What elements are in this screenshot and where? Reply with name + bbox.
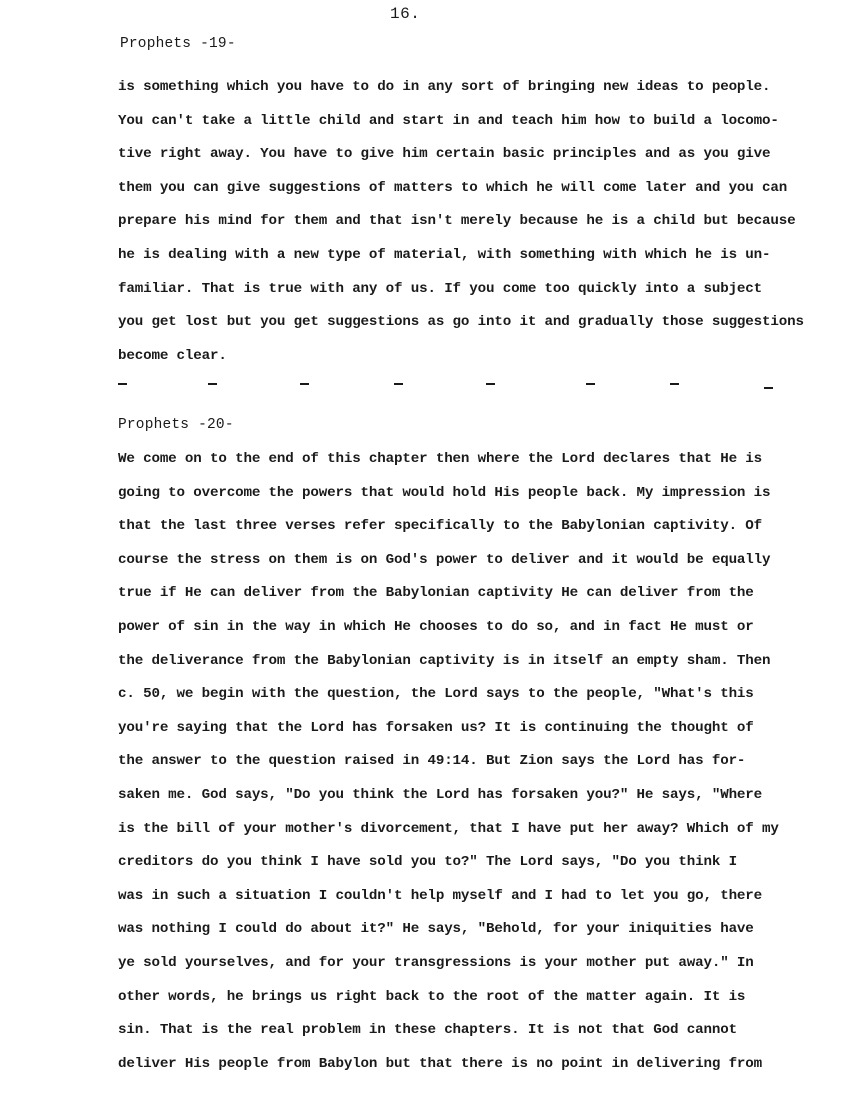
text-line: course the stress on them is on God's power to deliver and it would be equally <box>118 551 771 568</box>
text-line: the deliverance from the Babylonian captivity is in itself an empty sham. Then <box>118 652 771 669</box>
text-line: true if He can deliver from the Babylonian captivity He can deliver from the <box>118 585 754 602</box>
divider-dash <box>486 383 495 385</box>
text-line: We come on to the end of this chapter then where the Lord declares that He is <box>118 451 763 467</box>
text-line: creditors do you think I have sold you to?" The Lord says, "Do you think I <box>118 854 737 871</box>
text-line: deliver His people from Babylon but that there is no point in delivering from <box>118 1055 763 1072</box>
divider-dash <box>586 383 595 385</box>
text-line: you're saying that the Lord has forsaken us? It is continuing the thought of <box>118 719 754 736</box>
text-line: saken me. God says, "Do you think the Lord has forsaken you?" He says, "Where <box>118 786 763 803</box>
text-line: prepare his mind for them and that isn't merely because he is a child but because <box>118 213 796 230</box>
text-line: sin. That is the real problem in these chapters. It is not that God cannot <box>118 1022 737 1039</box>
text-line: was nothing I could do about it?" He says, "Behold, for your iniquities have <box>118 921 754 938</box>
text-line: power of sin in the way in which He chooses to do so, and in fact He must or <box>118 618 754 635</box>
text-line: c. 50, we begin with the question, the Lord says to the people, "What's this <box>118 686 754 703</box>
text-line: You can't take a little child and start in and teach him how to build a locomo- <box>118 112 779 129</box>
section-heading-20: Prophets -20- <box>118 417 234 433</box>
text-line: the answer to the question raised in 49:14. But Zion says the Lord has for- <box>118 753 746 770</box>
text-line: he is dealing with a new type of material, with something with which he is un- <box>118 246 771 263</box>
divider-dash <box>764 387 773 389</box>
divider-dash <box>394 383 403 385</box>
divider-dash <box>118 383 127 385</box>
section-heading-19: Prophets -19- <box>120 36 236 52</box>
text-line: tive right away. You have to give him certain basic principles and as you give <box>118 146 771 163</box>
section-19-body <box>118 71 818 373</box>
text-line: is something which you have to do in any sort of bringing new ideas to people. <box>118 79 771 95</box>
text-line: other words, he brings us right back to the root of the matter again. It is <box>118 988 746 1005</box>
text-line: was in such a situation I couldn't help myself and I had to let you go, there <box>118 887 763 904</box>
divider-dash <box>300 383 309 385</box>
page-number: 16. <box>390 5 421 23</box>
text-line: them you can give suggestions of matters to which he will come later and you can <box>118 179 788 196</box>
text-line: become clear. <box>118 347 227 364</box>
text-line: you get lost but you get suggestions as go into it and gradually those suggestions <box>118 314 804 331</box>
text-line: going to overcome the powers that would hold His people back. My impression is <box>118 484 771 501</box>
text-line: is the bill of your mother's divorcement, that I have put her away? Which of my <box>118 820 779 837</box>
section-20-body <box>118 443 818 1081</box>
text-line: ye sold yourselves, and for your transgressions is your mother put away." In <box>118 954 754 971</box>
text-line: familiar. That is true with any of us. If you come too quickly into a subject <box>118 280 763 297</box>
divider-dash <box>208 383 217 385</box>
section-divider <box>118 374 778 394</box>
text-line: that the last three verses refer specifically to the Babylonian captivity. Of <box>118 518 763 535</box>
divider-dash <box>670 383 679 385</box>
